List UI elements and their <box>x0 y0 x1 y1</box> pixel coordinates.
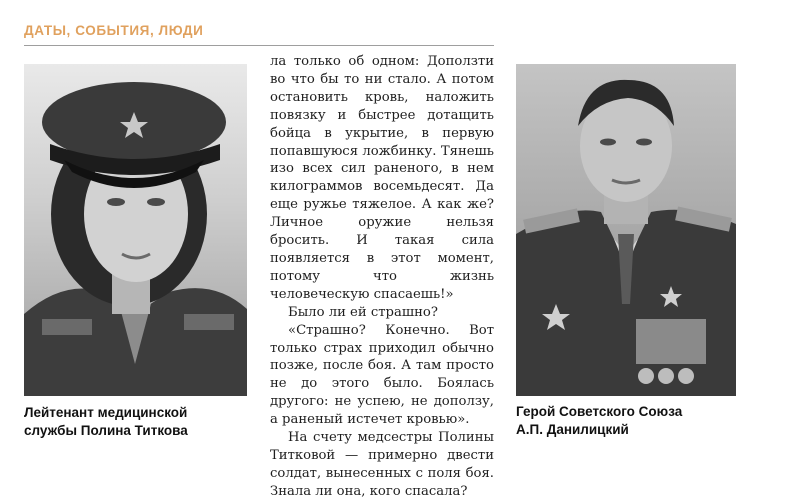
portrait-photo-titkova <box>24 64 247 396</box>
portrait-photo-danilitsky <box>516 64 736 396</box>
article-paragraph: Было ли ей страшно? <box>288 304 438 320</box>
header-divider <box>24 45 494 46</box>
photo-caption-left <box>24 404 254 440</box>
photo-caption-right <box>516 403 746 439</box>
article-paragraph: «Страшно? Конечно. Вот только страх приходил обычно позже, после боя. А там просто не до этого было. Боялась другого: не успею, не доползу, а раненый истечет кровью». <box>270 322 494 428</box>
caption-left-line2: службы Полина Титкова <box>24 423 188 438</box>
article-body <box>270 53 494 501</box>
caption-right-line1: Герой Советского Союза <box>516 404 683 419</box>
article-paragraph: ла только об одном: Доползти во что бы то ни стало. А потом остановить кровь, наложить повязку и быстрее дотащить бойца в укрытие, в первую попавшуюся ложбинку. Тянешь изо всех сил раненого, в нем килограммов восемьдесят. Да еще ружье тяжелое. А как же? Личное оружие нельзя бросить. И такая сила появляется в этот момент, потому что жизнь человеческую спасаешь!» <box>270 54 494 302</box>
caption-left-line1: Лейтенант медицинской <box>24 405 188 420</box>
section-header: ДАТЫ, СОБЫТИЯ, ЛЮДИ <box>24 23 204 38</box>
caption-right-line2: А.П. Данилицкий <box>516 422 629 437</box>
article-paragraph: На счету медсестры Полины Титковой — примерно двести солдат, вынесенных с поля боя. Знала ли она, кого спасала? <box>270 430 494 499</box>
